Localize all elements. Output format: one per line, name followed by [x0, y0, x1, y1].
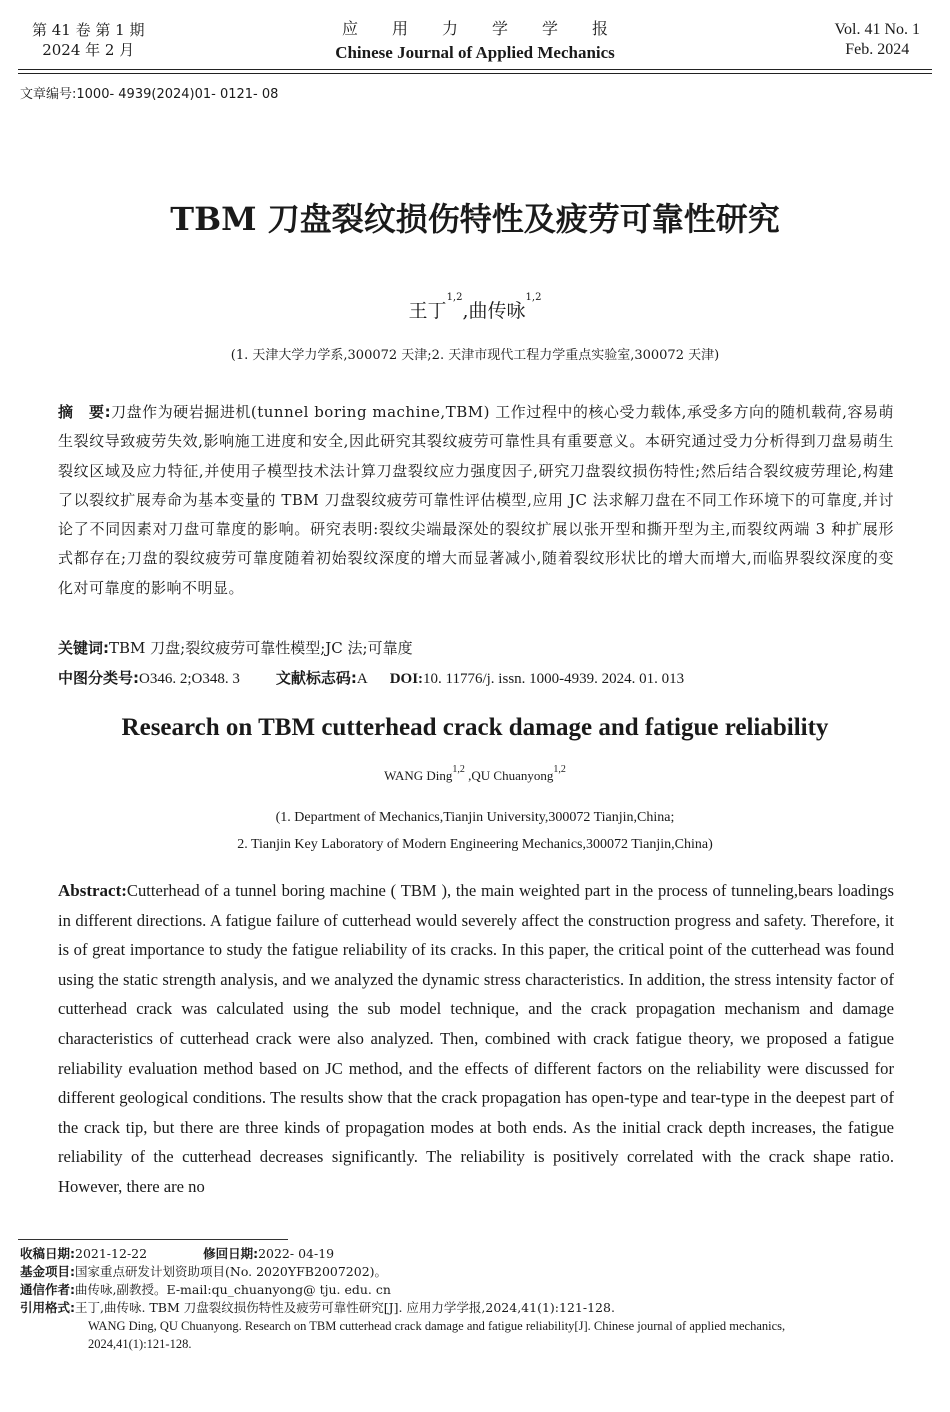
author-affil-sup: 1,2	[452, 764, 465, 775]
received-date: 2021-12-22	[75, 1246, 148, 1261]
author-name: 王丁	[408, 300, 447, 322]
abstract-en	[58, 876, 894, 1202]
header-center	[0, 18, 950, 64]
revised-label: 修回日期:	[203, 1246, 259, 1261]
volume-issue-en: Vol. 41 No. 1	[834, 21, 920, 38]
author-name: 曲传咏	[468, 300, 526, 322]
corresponding-row	[20, 1281, 935, 1299]
classification-line	[58, 664, 908, 694]
affiliation-cn: (1. 天津大学力学系,300072 天津;2. 天津市现代工程力学重点实验室,300072 天津)	[230, 348, 720, 363]
fund-value: 国家重点研发计划资助项目(No. 2020YFB2007202)。	[75, 1264, 388, 1279]
volume-issue-cn: 第 41 卷 第 1 期	[32, 21, 145, 39]
header-rule	[18, 69, 932, 74]
date-cn: 2024 年 2 月	[42, 41, 135, 59]
revised-date: 2022- 04-19	[258, 1246, 335, 1261]
citation-label: 引用格式:	[20, 1300, 75, 1315]
corresponding-label: 通信作者:	[20, 1282, 75, 1297]
clc-value: O346. 2;O348. 3	[139, 671, 240, 687]
citation-row	[20, 1299, 935, 1317]
fund-label: 基金项目:	[20, 1264, 75, 1279]
received-label: 收稿日期:	[20, 1246, 75, 1261]
date-en: Feb. 2024	[845, 41, 910, 58]
citation-en-line: WANG Ding, QU Chuanyong. Research on TBM cutterhead crack damage and fatigue reliability[J]. Chinese journal of applied mechanics,	[88, 1319, 786, 1333]
author-name-en: WANG Ding	[384, 768, 453, 783]
affiliation-en	[0, 804, 950, 858]
authors-cn	[0, 292, 950, 323]
authors-en	[0, 764, 950, 784]
author-affil-sup: 1,2	[525, 292, 542, 303]
author-separator: ,	[464, 768, 472, 783]
header-right	[835, 20, 921, 60]
clc-label: 中图分类号:	[58, 669, 139, 687]
abstract-en-label: Abstract:	[58, 881, 127, 900]
footnotes	[20, 1245, 935, 1353]
article-number: 文章编号:1000- 4939(2024)01- 0121- 08	[20, 87, 279, 102]
fund-row	[20, 1263, 935, 1281]
dates-row	[20, 1245, 935, 1263]
abstract-cn	[58, 398, 894, 603]
paper-title-cn: TBM 刀盘裂纹损伤特性及疲劳可靠性研究	[170, 200, 780, 238]
doi-label: DOI:	[389, 671, 424, 687]
footnote-rule	[18, 1239, 288, 1240]
doi-value: 10. 11776/j. issn. 1000-4939. 2024. 01. 013	[423, 671, 685, 687]
doc-code-value: A	[356, 671, 368, 687]
journal-name-cn: 应用力学学报	[341, 19, 642, 38]
author-affil-sup: 1,2	[446, 292, 463, 303]
abstract-en-text: Cutterhead of a tunnel boring machine ( TBM ), the main weighted part in the process of tunneling,bears loadings in different directions. A fatigue failure of cutterhead would severely affect the construction progress and safety. Therefore, it is of great importance to study the fatigue reliability of its cracks. In this paper, the critical point of the cutterhead was found using the static strength analysis, and we analyzed the dynamic stress characteristics. In addition, the stress intensity factor of cutterhead crack was calculated using the sub model technique, and the crack propagation mechanism and damage characteristics of cutterhead crack were also analyzed. Then, combined with crack fatigue theory, we proposed a fatigue reliability evaluation method based on JC method, and the effects of different factors on the reliability were discussed for different geological conditions. The results show that the crack propagation has open-type and tear-type in the deepest part of the crack tip, but there are three kinds of propagation modes at both ends. As the initial crack depth increases, the fatigue reliability of the cutterhead decreases significantly. The reliability is positively correlated with the crack shape ratio. However, there are no	[58, 881, 894, 1196]
citation-en-line: 2024,41(1):121-128.	[88, 1337, 192, 1351]
keywords-cn	[58, 634, 894, 663]
corresponding-value: 曲传咏,副教授。E-mail:qu_chuanyong@ tju. edu. cn	[75, 1282, 391, 1297]
author-separator: ,	[462, 300, 469, 322]
affiliation-en-line: 2. Tianjin Key Laboratory of Modern Engineering Mechanics,300072 Tianjin,China)	[237, 837, 713, 852]
keywords-label: 关键词:	[58, 639, 109, 657]
journal-name-en: Chinese Journal of Applied Mechanics	[335, 43, 615, 62]
affiliation-en-line: (1. Department of Mechanics,Tianjin University,300072 Tianjin,China;	[275, 810, 675, 825]
abstract-cn-text: 刀盘作为硬岩掘进机(tunnel boring machine,TBM) 工作过程中的核心受力载体,承受多方向的随机载荷,容易萌生裂纹导致疲劳失效,影响施工进度和安全,因此研究其裂纹疲劳可靠性具有重要意义。本研究通过受力分析得到刀盘易萌生裂纹区域及应力特征,并使用子模型技术法计算刀盘裂纹应力强度因子,研究刀盘裂纹损伤特性;然后结合裂纹疲劳理论,构建了以裂纹扩展寿命为基本变量的 TBM 刀盘裂纹疲劳可靠性评估模型,应用 JC 法求解刀盘在不同工作环境下的可靠度,并讨论了不同因素对刀盘可靠度的影响。研究表明:裂纹尖端最深处的裂纹扩展以张开型和撕开型为主,而裂纹两端 3 种扩展形式都存在;刀盘的裂纹疲劳可靠度随着初始裂纹深度的增大而显著减小,随着裂纹形状比的增大而增大,而临界裂纹深度的变化对可靠度的影响不明显。	[58, 403, 894, 597]
citation-cn: 王丁,曲传咏. TBM 刀盘裂纹损伤特性及疲劳可靠性研究[J]. 应用力学学报,2024,41(1):121-128.	[75, 1300, 615, 1315]
paper-title-en: Research on TBM cutterhead crack damage and fatigue reliability	[121, 714, 829, 741]
author-affil-sup: 1,2	[553, 764, 566, 775]
author-name-en: QU Chuanyong	[471, 768, 554, 783]
keywords-text: TBM 刀盘;裂纹疲劳可靠性模型;JC 法;可靠度	[109, 639, 413, 657]
abstract-cn-label: 摘 要:	[58, 403, 112, 421]
doc-code-label: 文献标志码:	[275, 669, 357, 687]
